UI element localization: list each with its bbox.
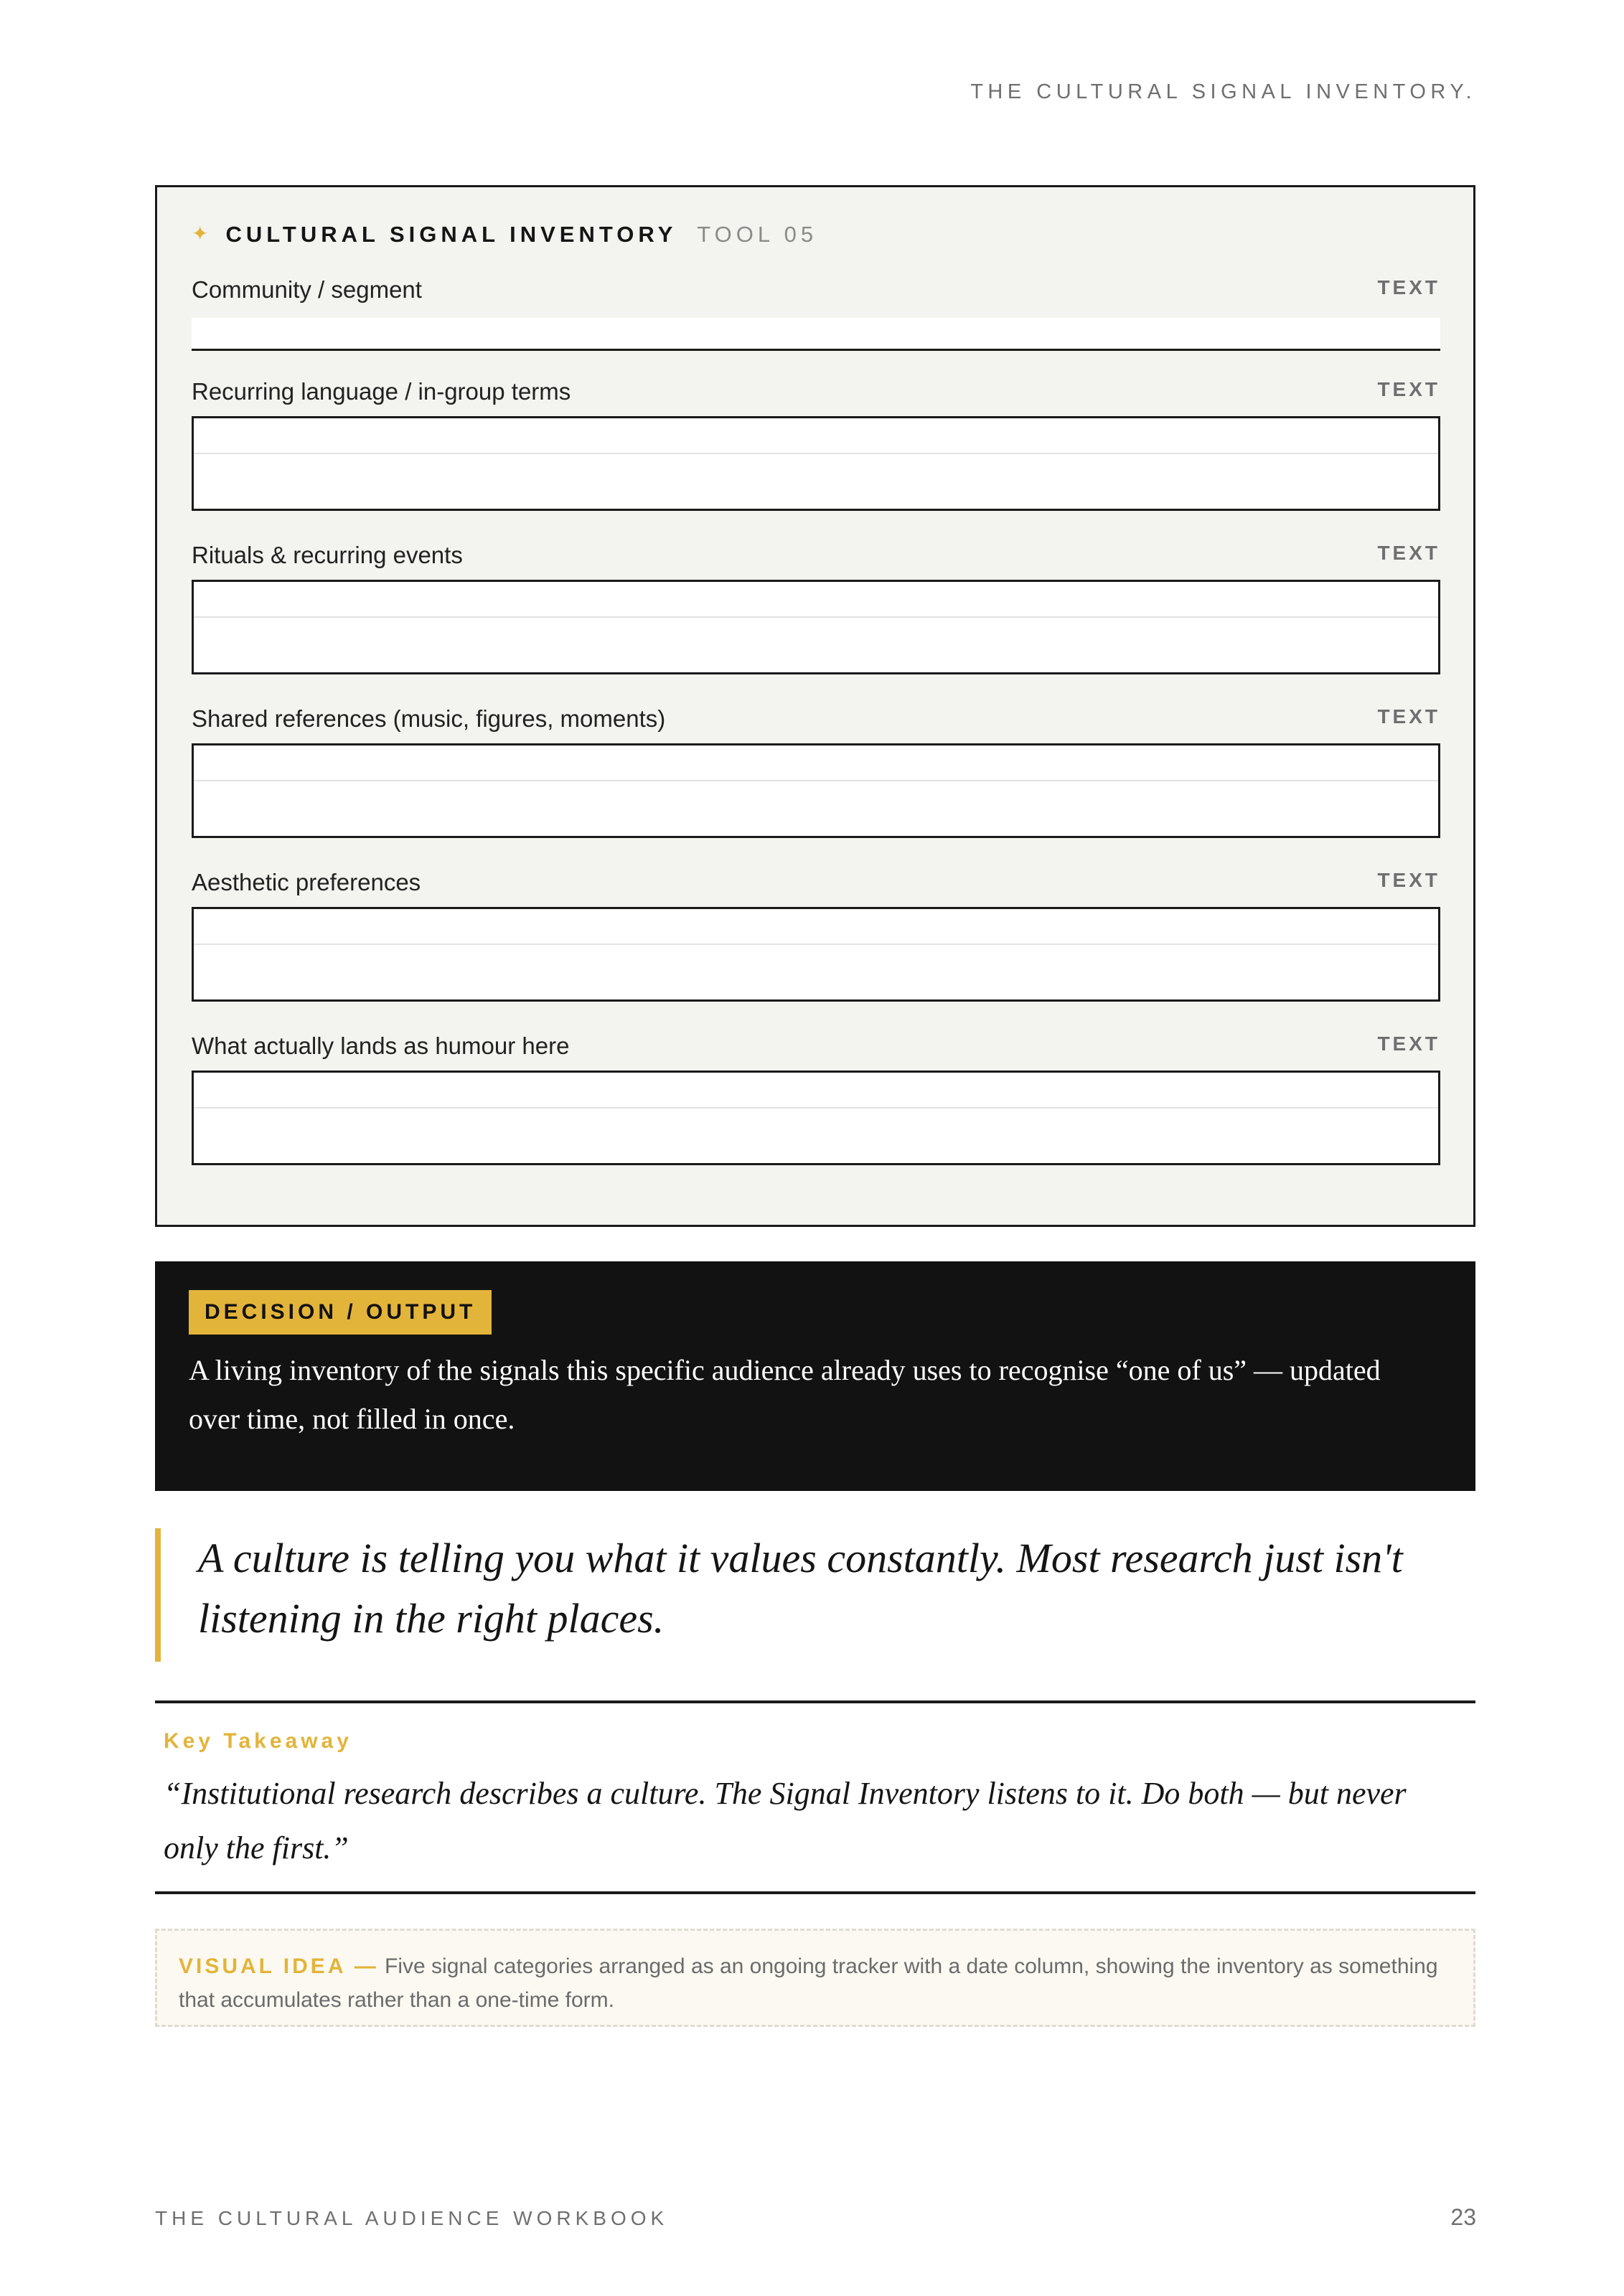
field-label: Shared references (music, figures, moments) [192, 705, 666, 732]
running-header: THE CULTURAL SIGNAL INVENTORY. [970, 80, 1476, 103]
field-type: TEXT [1377, 869, 1440, 891]
decision-body: A living inventory of the signals this specific audience already uses to recognise “one of us” — updated over time, not filled in once. [189, 1354, 1381, 1435]
field-label: Aesthetic preferences [192, 869, 421, 895]
field-label: Rituals & recurring events [192, 542, 463, 568]
input-rule [194, 780, 1438, 781]
visual-idea-text [179, 1949, 1449, 2017]
pull-quote-text: A culture is telling you what it values constantly. Most research just isn't listening in the right places. [198, 1535, 1403, 1642]
aesthetic-preferences-input[interactable] [192, 907, 1440, 1002]
field-type: TEXT [1377, 705, 1440, 728]
pull-quote [155, 1528, 1475, 1662]
sparkle-icon: ✦ [192, 222, 209, 245]
field-label: Recurring language / in-group terms [192, 378, 571, 405]
key-takeaway-text: “Institutional research describes a culture. The Signal Inventory listens to it. Do both — but never only the first.” [164, 1776, 1407, 1866]
footer-page-number: 23 [1450, 2204, 1476, 2230]
field-type: TEXT [1377, 1032, 1440, 1055]
rituals-input[interactable] [192, 580, 1440, 674]
recurring-language-input[interactable] [192, 416, 1440, 511]
visual-idea-body: Five signal categories arranged as an ongoing tracker with a date column, showing the inventory as something that accumulates rather than a one-time form. [179, 1954, 1438, 2012]
tool-header [192, 222, 817, 248]
tool-card [155, 185, 1475, 1227]
visual-idea-note [155, 1929, 1475, 2027]
field-label: Community / segment [192, 276, 422, 303]
decision-tag: DECISION / OUTPUT [189, 1290, 492, 1335]
input-rule [194, 1107, 1438, 1109]
tool-title: CULTURAL SIGNAL INVENTORY [225, 222, 677, 247]
visual-idea-label: VISUAL IDEA — [179, 1954, 379, 1978]
field-type: TEXT [1377, 276, 1440, 298]
input-rule [194, 616, 1438, 618]
input-rule [194, 453, 1438, 454]
shared-references-input[interactable] [192, 743, 1440, 838]
input-rule [194, 944, 1438, 945]
tool-number: TOOL 05 [697, 222, 818, 247]
footer-book-title: THE CULTURAL AUDIENCE WORKBOOK [155, 2207, 669, 2229]
field-type: TEXT [1377, 542, 1440, 564]
key-takeaway [155, 1700, 1475, 1894]
community-segment-input[interactable] [192, 318, 1440, 351]
decision-output-panel [155, 1261, 1475, 1491]
humour-input[interactable] [192, 1071, 1440, 1165]
field-label: What actually lands as humour here [192, 1032, 570, 1059]
field-type: TEXT [1377, 378, 1440, 400]
key-takeaway-label: Key Takeaway [164, 1729, 352, 1753]
